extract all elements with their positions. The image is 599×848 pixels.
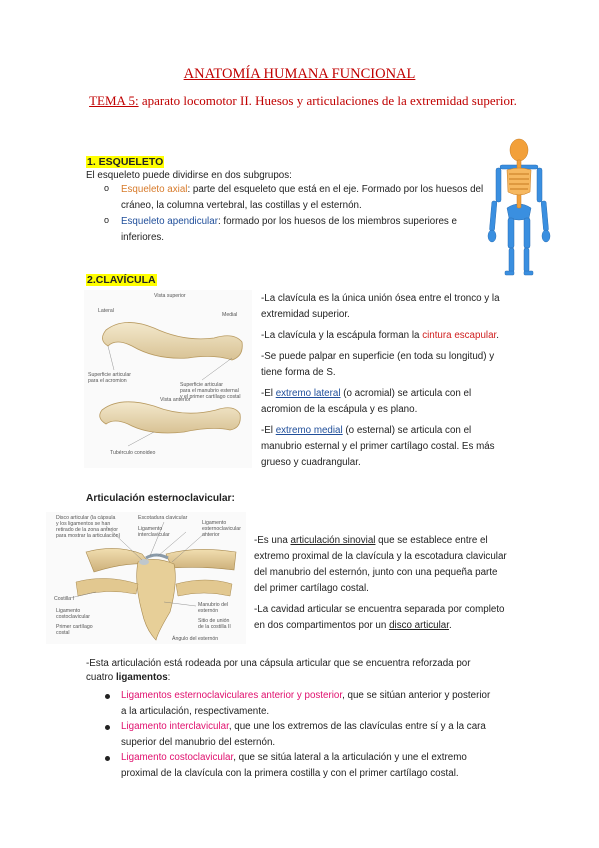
- figure-label-medial: Medial: [222, 312, 238, 318]
- figure-label-bottom-view: Vista anterior: [160, 397, 191, 403]
- appendicular-item-line2: inferiores.: [121, 232, 165, 243]
- section1-heading: 1. ESQUELETO: [87, 156, 164, 168]
- sc-p2-line2: en dos compartimentos por un disco articular.: [254, 620, 452, 631]
- ligament-item-costoclavicular-line2: proximal de la clavícula con la primera costilla y con el primer cartílago costal.: [121, 768, 459, 779]
- figure-label-acromion-surface: Superficie articular para el acromion: [88, 372, 131, 384]
- figure-label-conoid: Tubérculo conoideo: [110, 450, 156, 456]
- figure-label-lateral: Lateral: [98, 308, 114, 314]
- figure-label-rib2-site: Sitio de unión de la costilla II: [198, 618, 231, 630]
- sc-p1-line3: del manubrio del esternón, junto con una pequeña parte: [254, 567, 498, 578]
- ligament-item-interclavicular-line2: superior del manubrio del esternón.: [121, 737, 276, 748]
- clavicle-figure: [84, 290, 252, 468]
- figure-label-manubrium: Manubrio del esternón: [198, 602, 228, 614]
- bullet-dot-icon: [105, 694, 110, 699]
- capsule-line1: -Esta articulación está rodeada por una cápsula articular que se encuentra reforzada por: [86, 658, 471, 669]
- page-title: ANATOMÍA HUMANA FUNCIONAL: [183, 66, 416, 82]
- sc-p1-line2: extremo proximal de la clavícula y la escotadura clavicular: [254, 551, 507, 562]
- clavicle-p3-line1: -Se puede palpar en superficie (en toda su longitud) y: [261, 351, 495, 362]
- figure-label-sternal-surface: Superficie articular para el manubrio esternal y el primer cartílago costal: [180, 382, 241, 400]
- ligament-item-anterior-posterior-line2: a la articulación, respectivamente.: [121, 706, 270, 717]
- clavicle-p2: -La clavícula y la escápula forman la cintura escapular.: [261, 330, 499, 341]
- clavicle-p3-line2: tiene forma de S.: [261, 367, 336, 378]
- clavicle-p5-line3: grueso y cuadrangular.: [261, 457, 361, 468]
- section1-intro: El esqueleto puede dividirse en dos subgrupos:: [86, 170, 292, 181]
- bullet-dot-icon: [105, 756, 110, 761]
- ligament-item-costoclavicular: Ligamento costoclavicular, que se sitúa lateral a la articulación y une el extremo: [121, 752, 467, 763]
- figure-label-rib1: Costilla I: [54, 596, 74, 602]
- clavicle-p1-line2: extremidad superior.: [261, 309, 350, 320]
- appendicular-item: Esqueleto apendicular: formado por los huesos de los miembros superiores e: [121, 216, 458, 227]
- figure-label-disc: Disco articular (la cápsula y los ligamentos se han retirado de la zona anterior para mostrar la articulación): [56, 515, 121, 539]
- bullet-dot-icon: [105, 725, 110, 730]
- figure-label-anterior-ligament: Ligamento esternoclavicular anterior: [202, 520, 241, 538]
- sternoclavicular-figure: [46, 512, 246, 644]
- clavicle-p4-line2: acromion de la escápula y es plano.: [261, 404, 418, 415]
- clavicle-p5-line2: manubrio esternal y el primer cartílago costal. Es más: [261, 441, 495, 452]
- clavicle-p1-line1: -La clavícula es la única unión ósea entre el tronco y la: [261, 293, 500, 304]
- figure-label-interclavicular: Ligamento interclavicular: [138, 526, 170, 538]
- axial-item-line2: cráneo, la columna vertebral, las costillas y el esternón.: [121, 200, 362, 211]
- section3-heading: Articulación esternoclavicular:: [86, 493, 235, 504]
- ligament-item-interclavicular: Ligamento interclavicular, que une los extremos de las clavículas entre sí y a la cara: [121, 721, 486, 732]
- sc-p1-line4: del primer cartílago costal.: [254, 583, 369, 594]
- subtitle-text: aparato locomotor II. Huesos y articulaciones de la extremidad superior.: [138, 93, 517, 108]
- figure-label-costoclavicular: Ligamento costoclavicular: [56, 608, 91, 620]
- page-subtitle: [88, 92, 518, 110]
- ligament-item-anterior-posterior: Ligamentos esternoclaviculares anterior y posterior, que se sitúan anterior y posterior: [121, 690, 491, 701]
- sc-p1: -Es una articulación sinovial que se establece entre el: [254, 535, 488, 546]
- axial-item: Esqueleto axial: parte del esqueleto que está en el eje. Formado por los huesos del: [121, 184, 484, 195]
- circle-bullet-icon: o: [104, 183, 110, 193]
- figure-label-top-view: Vista superior: [154, 293, 186, 299]
- figure-label-angle: Ángulo del esternón: [172, 636, 219, 642]
- sc-p2-line1: -La cavidad articular se encuentra separada por completo: [254, 604, 505, 615]
- figure-label-notch: Escotadura clavicular: [138, 515, 188, 521]
- figure-label-cartilage: Primer cartílago costal: [56, 624, 93, 636]
- clavicle-p4: -El extremo lateral (o acromial) se articula con el: [261, 388, 472, 399]
- subtitle-prefix: TEMA 5:: [89, 93, 139, 108]
- capsule-line2: cuatro ligamentos:: [86, 672, 171, 683]
- section2-heading: 2.CLAVÍCULA: [87, 274, 156, 286]
- clavicle-p5: -El extremo medial (o esternal) se articula con el: [261, 425, 472, 436]
- skeleton-figure: [474, 138, 564, 278]
- circle-bullet-icon: o: [104, 215, 110, 225]
